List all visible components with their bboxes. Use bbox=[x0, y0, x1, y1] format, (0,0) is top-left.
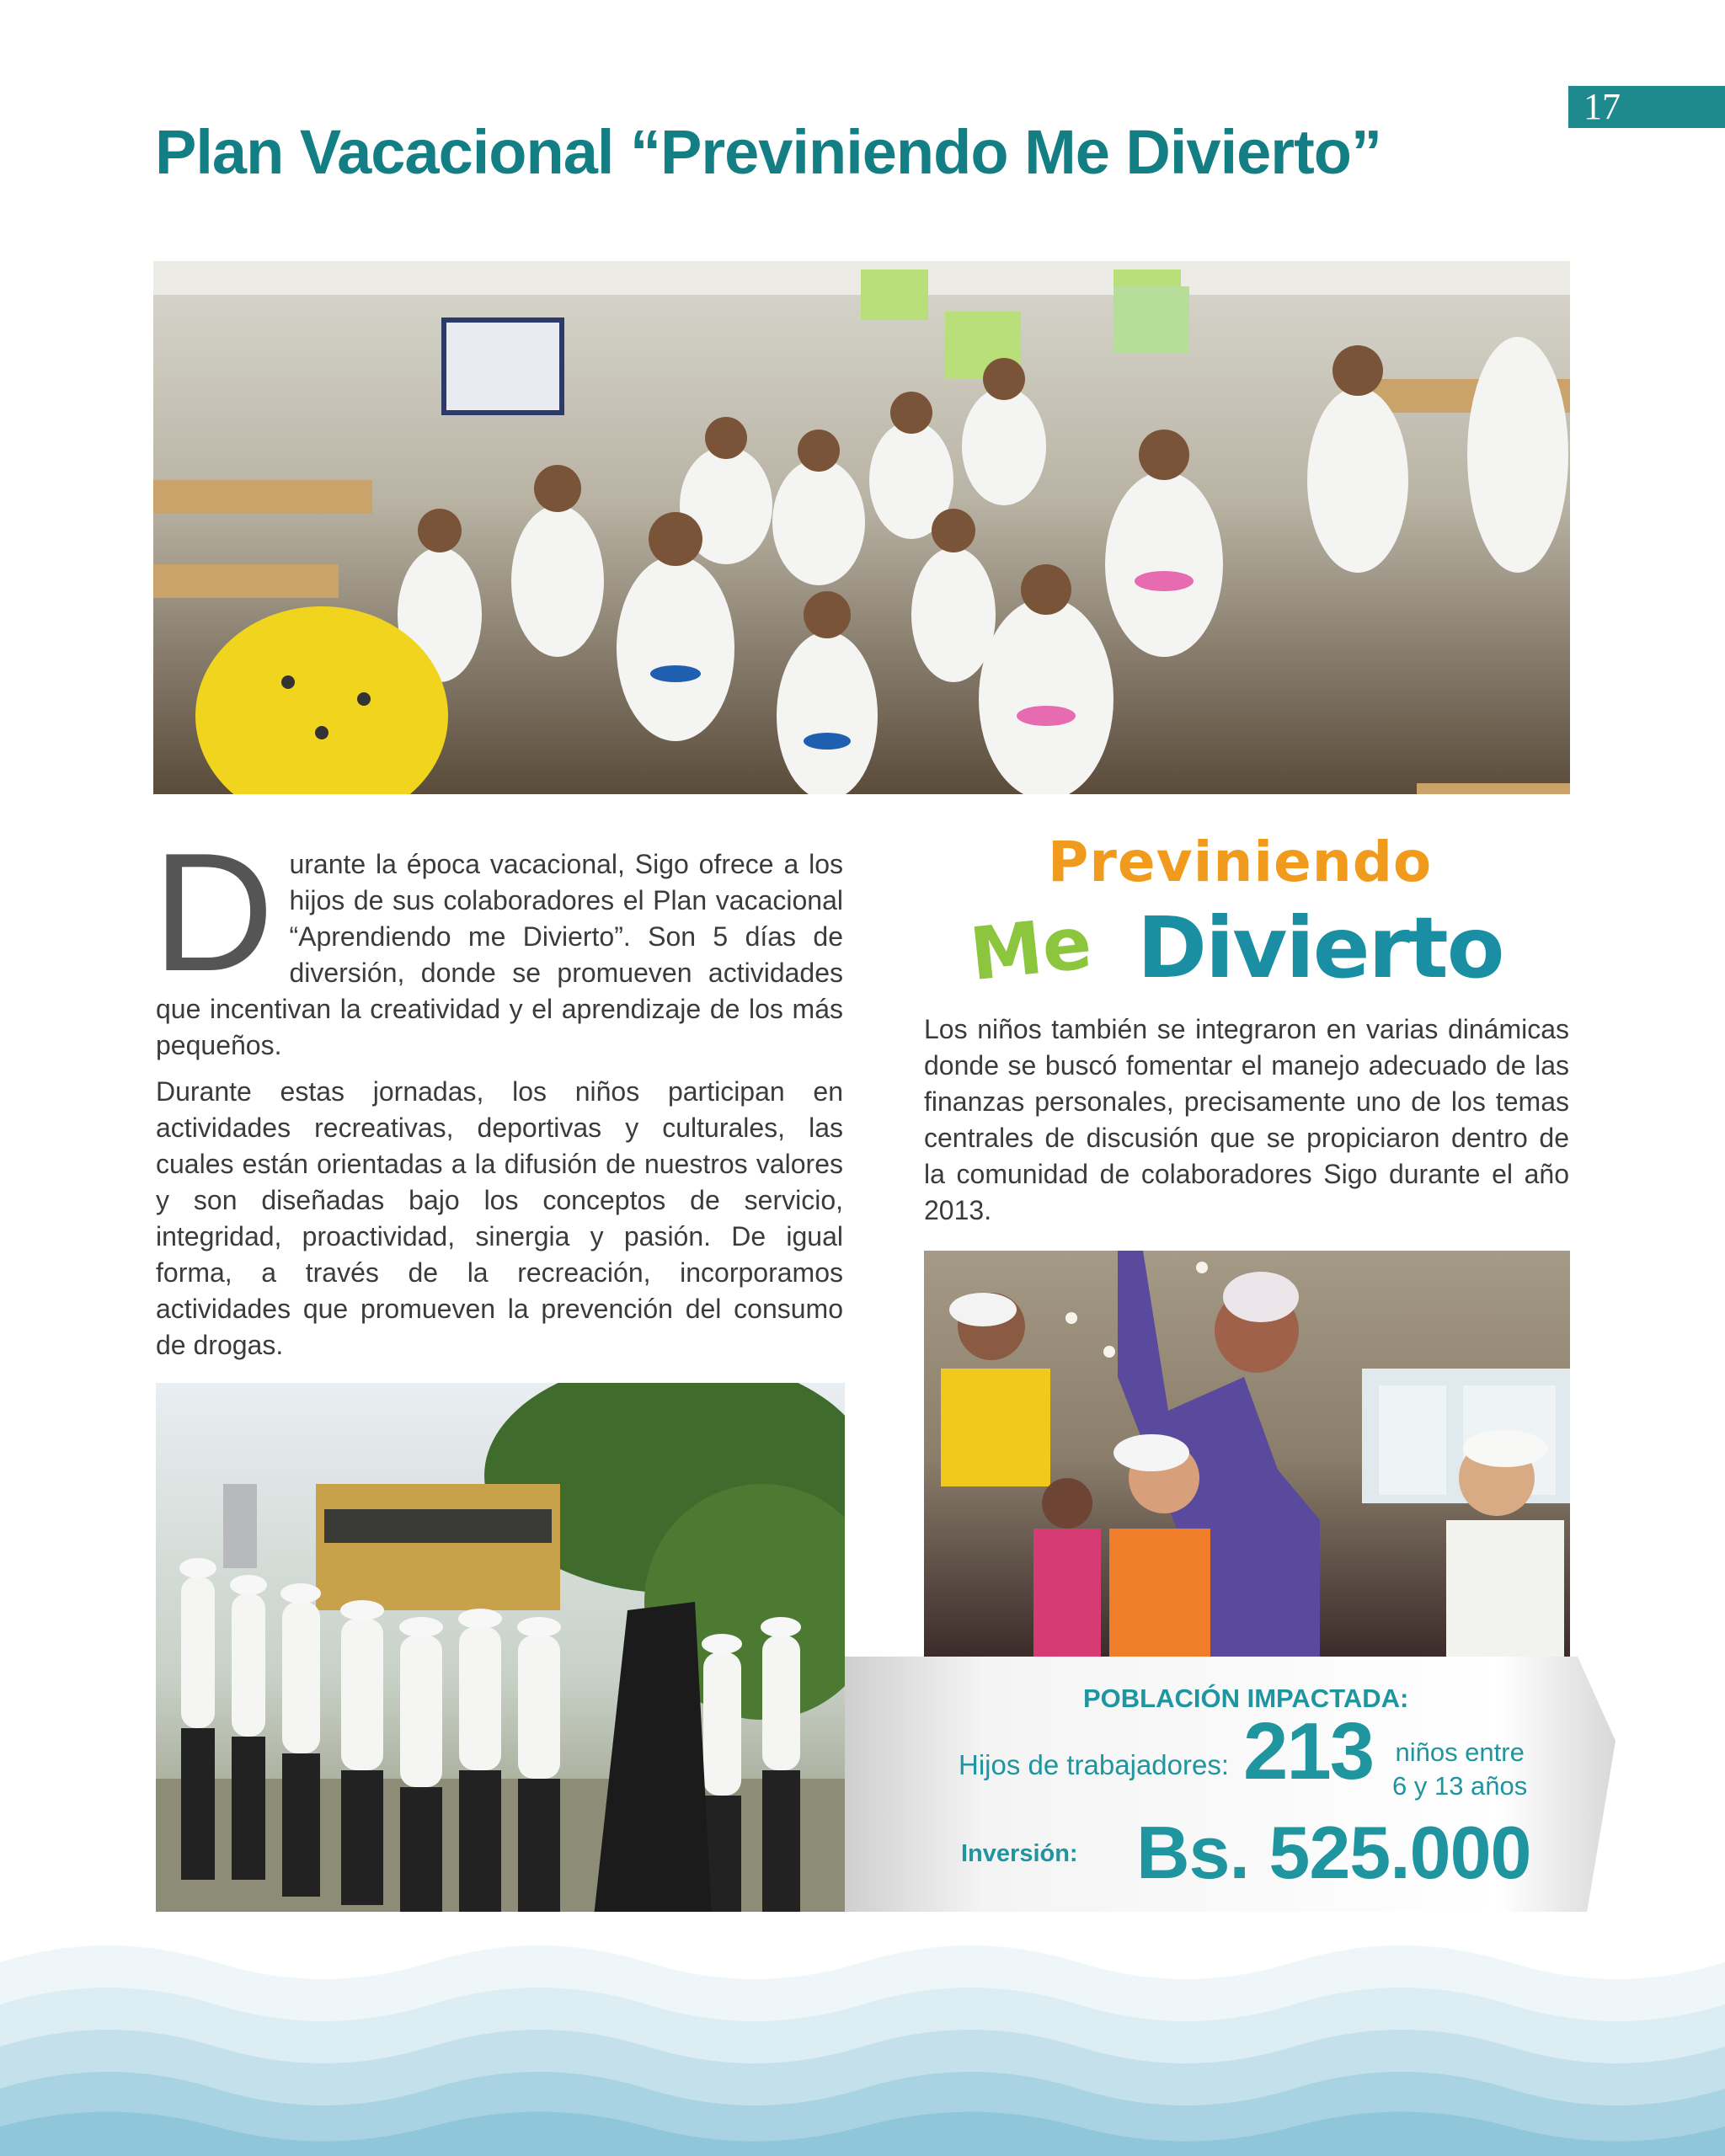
photo-children-indoor-icon bbox=[924, 1251, 1570, 1657]
hijos-suffix-line-2: 6 y 13 años bbox=[1392, 1771, 1528, 1801]
hijos-value: 213 bbox=[1243, 1706, 1374, 1796]
logo-me: Me bbox=[966, 900, 1096, 998]
logo-line-previniendo: Previniendo bbox=[1048, 830, 1433, 894]
photo-children-outdoor-icon bbox=[156, 1383, 845, 1917]
left-column-text bbox=[152, 819, 843, 1374]
activities-paragraph: Durante estas jornadas, los niños participan en actividades recreativas, deportivas y culturales, las cuales están orientadas a la difusión de nuestros valores y son diseñadas bajo los conceptos de servicio, integridad, proactividad, sinergia y pasión. De igual forma, a través de la recreación, incorporamos actividades que promueven la prevención del consumo de drogas. bbox=[156, 1076, 843, 1360]
inversion-value: Bs. 525.000 bbox=[1136, 1811, 1531, 1894]
stats-panel bbox=[845, 1657, 1616, 1918]
finance-paragraph: Los niños también se integraron en varias dinámicas donde se buscó fomentar el manejo adecuado de las finanzas personales, precisamente uno de los temas centrales de discusión que se propiciaron dentro de la comunidad de colaboradores Sigo durante el año 2013. bbox=[924, 1014, 1569, 1225]
page-number: 17 bbox=[1568, 86, 1725, 128]
previniendo-me-divierto-logo bbox=[960, 830, 1533, 998]
page-title: Plan Vacacional “Previniendo Me Divierto” bbox=[155, 117, 1381, 187]
stats-heading: POBLACIÓN IMPACTADA: bbox=[1083, 1684, 1409, 1713]
right-column-text bbox=[924, 1011, 1569, 1239]
photo-children-classroom bbox=[153, 261, 1570, 794]
photo-children-dancing-indoor bbox=[924, 1251, 1570, 1657]
hijos-label: Hijos de trabajadores: bbox=[959, 1749, 1230, 1780]
intro-paragraph: urante la época vacacional, Sigo ofrece a los hijos de sus colaboradores el Plan vacacional “Aprendiendo me Divierto”. Son 5 días de diversión, donde se promueven actividades que incentivan la creatividad y el aprendizaje de los más pequeños. bbox=[156, 849, 843, 1060]
hijos-suffix-line-1: niños entre bbox=[1395, 1737, 1525, 1767]
decorative-waves-icon bbox=[0, 1912, 1725, 2156]
photo-children-classroom-icon bbox=[153, 261, 1570, 794]
inversion-label: Inversión: bbox=[961, 1840, 1078, 1867]
logo-divierto: Divierto bbox=[1137, 899, 1503, 997]
photo-children-outdoor-bus bbox=[156, 1383, 845, 1917]
dropcap-letter: D bbox=[152, 819, 275, 1006]
hijos-suffix bbox=[1392, 1736, 1527, 1803]
